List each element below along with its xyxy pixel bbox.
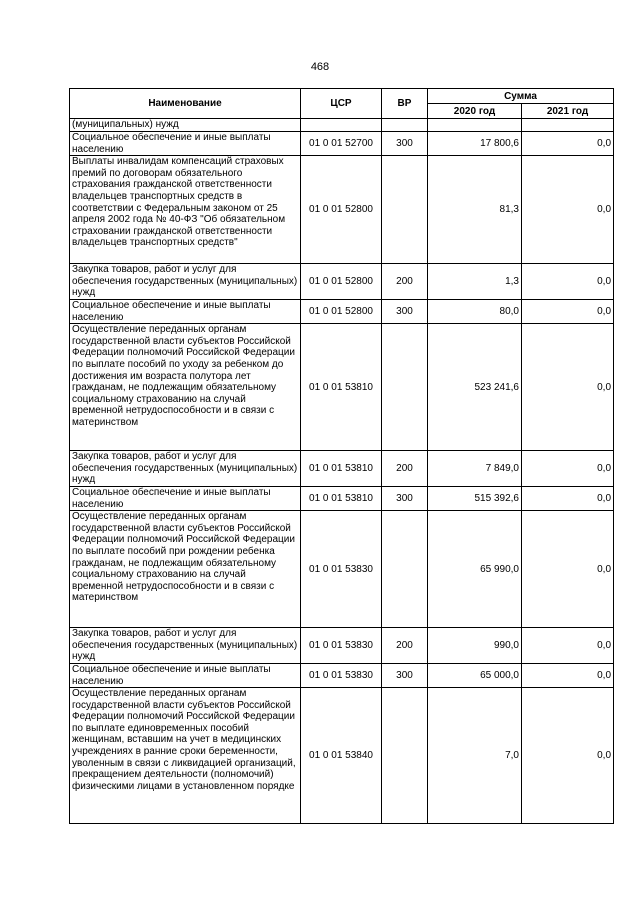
table-row — [70, 132, 614, 156]
row-amount-2020: 1,3 — [428, 264, 522, 300]
row-csr: 01 0 01 53830 — [301, 628, 382, 664]
budget-table — [69, 88, 614, 824]
row-amount-2021: 0,0 — [522, 299, 614, 323]
table-body — [70, 119, 614, 824]
row-amount-2021: 0,0 — [522, 132, 614, 156]
row-amount-2020: 65 000,0 — [428, 663, 522, 687]
row-name: Социальное обеспечение и иные выплаты населению — [70, 486, 301, 510]
row-amount-2020: 17 800,6 — [428, 132, 522, 156]
row-csr: 01 0 01 52800 — [301, 264, 382, 300]
row-amount-2020: 990,0 — [428, 628, 522, 664]
row-amount-2021 — [522, 119, 614, 132]
row-vr: 200 — [382, 451, 428, 487]
row-vr — [382, 156, 428, 264]
header-csr: ЦСР — [301, 89, 382, 119]
row-vr: 300 — [382, 663, 428, 687]
row-name: (муниципальных) нужд — [70, 119, 301, 132]
row-amount-2021: 0,0 — [522, 451, 614, 487]
row-csr: 01 0 01 53810 — [301, 324, 382, 451]
header-sum: Сумма — [428, 89, 614, 104]
row-amount-2020 — [428, 119, 522, 132]
table-row — [70, 688, 614, 824]
row-vr: 300 — [382, 486, 428, 510]
header-name: Наименование — [70, 89, 301, 119]
row-csr: 01 0 01 53810 — [301, 451, 382, 487]
header-vr: ВР — [382, 89, 428, 119]
table-row — [70, 324, 614, 451]
row-vr — [382, 511, 428, 628]
table-row — [70, 299, 614, 323]
row-vr — [382, 688, 428, 824]
row-amount-2020: 80,0 — [428, 299, 522, 323]
table-row — [70, 663, 614, 687]
table-row — [70, 264, 614, 300]
row-csr: 01 0 01 53840 — [301, 688, 382, 824]
table-row — [70, 486, 614, 510]
row-csr: 01 0 01 52800 — [301, 299, 382, 323]
row-amount-2020: 7,0 — [428, 688, 522, 824]
row-csr: 01 0 01 53830 — [301, 663, 382, 687]
table-row — [70, 628, 614, 664]
row-name: Социальное обеспечение и иные выплаты населению — [70, 132, 301, 156]
row-amount-2021: 0,0 — [522, 628, 614, 664]
row-amount-2020: 7 849,0 — [428, 451, 522, 487]
row-amount-2020: 523 241,6 — [428, 324, 522, 451]
row-name: Осуществление переданных органам государственной власти субъектов Российской Федерации полномочий Российской Федерации по выплате единовременных пособий женщинам, вставшим на учет в медицинских учреждениях в ранние сроки беременности, уволенным в связи с ликвидацией организаций, прекращением деятельности (полномочий) физическими лицами в установленном порядке — [70, 688, 301, 824]
header-2021: 2021 год — [522, 104, 614, 119]
row-name: Закупка товаров, работ и услуг для обеспечения государственных (муниципальных) нужд — [70, 264, 301, 300]
row-vr: 200 — [382, 264, 428, 300]
row-amount-2021: 0,0 — [522, 688, 614, 824]
row-csr: 01 0 01 53810 — [301, 486, 382, 510]
row-amount-2020: 515 392,6 — [428, 486, 522, 510]
row-amount-2021: 0,0 — [522, 486, 614, 510]
row-vr — [382, 119, 428, 132]
row-name: Закупка товаров, работ и услуг для обеспечения государственных (муниципальных) нужд — [70, 628, 301, 664]
row-vr: 200 — [382, 628, 428, 664]
row-csr: 01 0 01 52800 — [301, 156, 382, 264]
table-row — [70, 511, 614, 628]
row-vr — [382, 324, 428, 451]
row-name: Выплаты инвалидам компенсаций страховых премий по договорам обязательного страхования гражданской ответственности владельцев транспортных средств в соответствии с Федеральным законом от 25 апреля 2002 года № 40-ФЗ "Об обязательном страховании гражданской ответственности владельцев транспортных средств" — [70, 156, 301, 264]
header-2020: 2020 год — [428, 104, 522, 119]
row-name: Осуществление переданных органам государственной власти субъектов Российской Федерации полномочий Российской Федерации по выплате пособий по уходу за ребенком до достижения им возраста полутора лет гражданам, не подлежащим обязательному социальному страхованию на случай временной нетрудоспособности и в связи с материнством — [70, 324, 301, 451]
row-amount-2021: 0,0 — [522, 663, 614, 687]
table-row — [70, 451, 614, 487]
table-row — [70, 156, 614, 264]
row-name: Закупка товаров, работ и услуг для обеспечения государственных (муниципальных) нужд — [70, 451, 301, 487]
row-amount-2020: 81,3 — [428, 156, 522, 264]
row-csr — [301, 119, 382, 132]
table-row — [70, 119, 614, 132]
row-amount-2020: 65 990,0 — [428, 511, 522, 628]
row-amount-2021: 0,0 — [522, 156, 614, 264]
row-name: Осуществление переданных органам государственной власти субъектов Российской Федерации полномочий Российской Федерации по выплате пособий при рождении ребенка гражданам, не подлежащим обязательному социальному страхованию на случай временной нетрудоспособности и в связи с материнством — [70, 511, 301, 628]
page-number: 468 — [310, 61, 330, 73]
row-amount-2021: 0,0 — [522, 324, 614, 451]
row-vr: 300 — [382, 299, 428, 323]
row-name: Социальное обеспечение и иные выплаты населению — [70, 663, 301, 687]
row-csr: 01 0 01 53830 — [301, 511, 382, 628]
row-name: Социальное обеспечение и иные выплаты населению — [70, 299, 301, 323]
row-amount-2021: 0,0 — [522, 264, 614, 300]
row-vr: 300 — [382, 132, 428, 156]
row-csr: 01 0 01 52700 — [301, 132, 382, 156]
row-amount-2021: 0,0 — [522, 511, 614, 628]
